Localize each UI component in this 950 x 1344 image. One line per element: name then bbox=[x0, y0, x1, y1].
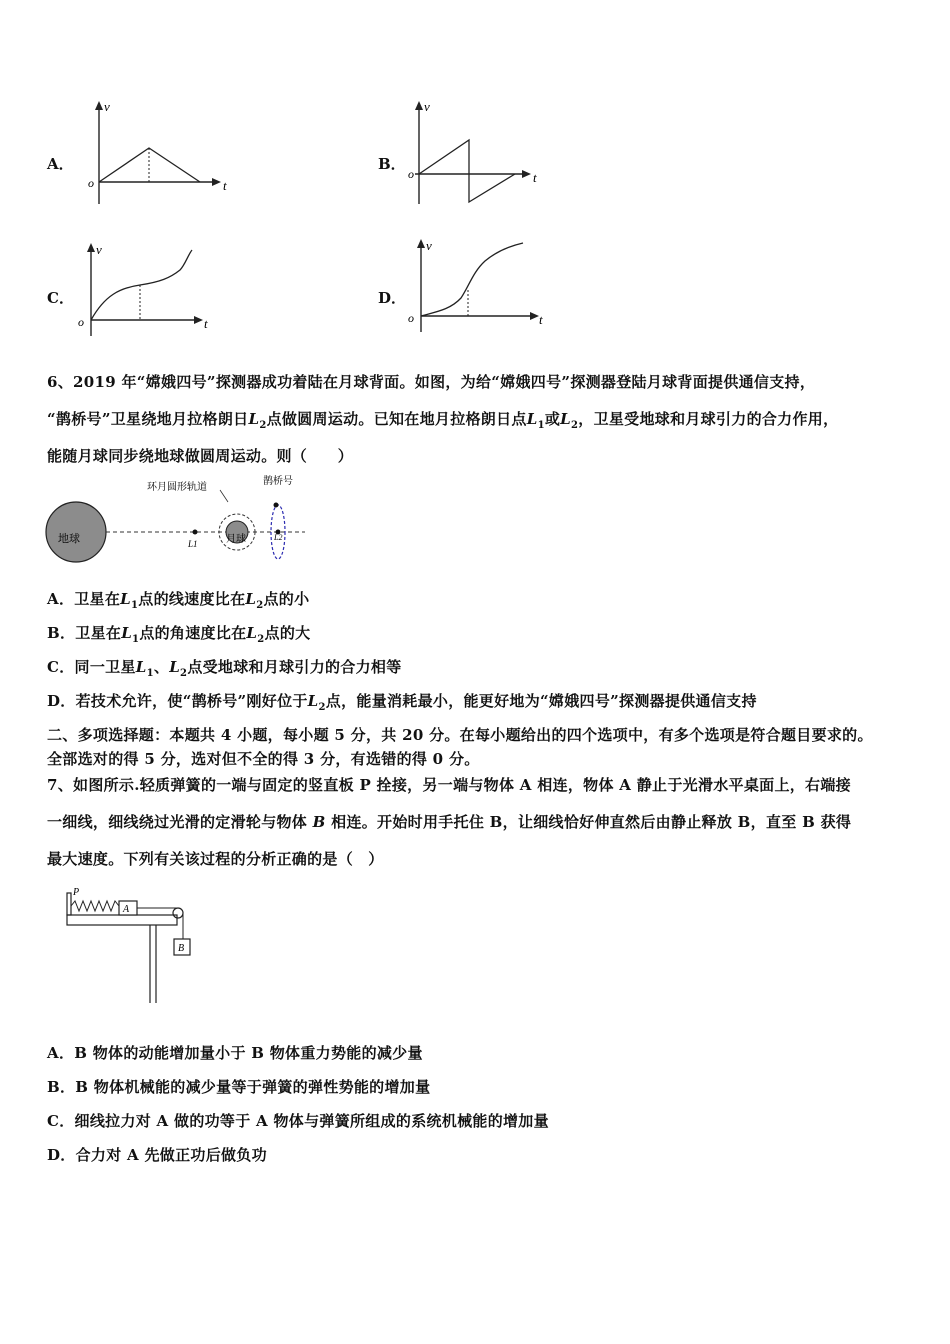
q6-option-d[interactable]: D．若技术允许，使“鹊桥号”刚好位于$L_2$点，能量消耗最小，能更好地为“嫦娥四号”探测器提供通信支持 bbox=[47, 692, 757, 713]
satellite-label: 鹊桥号 bbox=[263, 476, 293, 487]
label-p: P bbox=[73, 887, 80, 898]
q7-option-d[interactable]: D．合力对 A 先做正功后做负功 bbox=[47, 1146, 267, 1164]
graph-b bbox=[405, 98, 555, 208]
svg-text:o: o bbox=[408, 167, 414, 181]
q6-line2: “鹊桥号”卫星绕地月拉格朗日$L_2$点做圆周运动。已知在地月拉格朗日点$L_1$或$L_2$，卫星受地球和月球引力的合力作用， bbox=[47, 410, 839, 431]
svg-text:v: v bbox=[426, 238, 432, 253]
section2-line1: 二、多项选择题：本题共 4 小题，每小题 5 分，共 20 分。在每小题给出的四个选项中，有多个选项是符合题目要求的。 bbox=[47, 726, 873, 744]
plate-p bbox=[67, 893, 71, 915]
svg-text:o: o bbox=[408, 311, 414, 325]
label-b: B bbox=[178, 943, 185, 954]
q7-option-b[interactable]: B．B 物体机械能的减少量等于弹簧的弹性势能的增加量 bbox=[47, 1078, 431, 1096]
q6-figure bbox=[40, 472, 310, 567]
graph-a bbox=[85, 98, 235, 208]
orbit-label: 环月圆形轨道 bbox=[147, 482, 207, 493]
q7-option-a[interactable]: A．B 物体的动能增加量小于 B 物体重力势能的减少量 bbox=[47, 1044, 423, 1062]
option-d-label: D． bbox=[378, 289, 407, 307]
q7-line1: 7、如图所示.轻质弹簧的一端与固定的竖直板 P 拴接，另一端与物体 A 相连，物体 A 静止于光滑水平桌面上，右端接 bbox=[47, 776, 851, 794]
q7-figure bbox=[55, 885, 200, 1005]
svg-text:o: o bbox=[78, 315, 84, 329]
graph-a-axis-v: v bbox=[104, 99, 110, 114]
q7-line3: 最大速度。下列有关该过程的分析正确的是（ ） bbox=[47, 850, 384, 868]
svg-text:v: v bbox=[424, 99, 430, 114]
graph-a-axis-t: t bbox=[223, 178, 227, 193]
option-c-label: C． bbox=[47, 289, 74, 307]
label-a: A bbox=[123, 904, 130, 915]
q6-option-c[interactable]: C．同一卫星$L_1$、$L_2$点受地球和月球引力的合力相等 bbox=[47, 658, 402, 679]
q6-option-b[interactable]: B．卫星在$L_1$点的角速度比在$L_2$点的大 bbox=[47, 624, 311, 645]
q7-line2: 一细线，细线绕过光滑的定滑轮与物体 B 相连。开始时用手托住 B，让细线恰好伸直然后由静止释放 B，直至 B 获得 bbox=[47, 813, 852, 831]
q7-option-c[interactable]: C．细线拉力对 A 做的功等于 A 物体与弹簧所组成的系统机械能的增加量 bbox=[47, 1112, 549, 1130]
section2-line2: 全部选对的得 5 分，选对但不全的得 3 分，有选错的得 0 分。 bbox=[47, 750, 480, 768]
earth bbox=[46, 502, 106, 562]
svg-text:t: t bbox=[204, 316, 208, 331]
option-b-label: B． bbox=[378, 155, 406, 173]
graph-a-origin: o bbox=[88, 176, 94, 190]
pulley bbox=[173, 908, 183, 918]
l1-label: L1 bbox=[188, 539, 198, 549]
earth-label: 地球 bbox=[58, 533, 80, 545]
q6-line3: 能随月球同步绕地球做圆周运动。则（ ） bbox=[47, 447, 354, 465]
svg-text:t: t bbox=[533, 170, 537, 185]
satellite bbox=[274, 503, 279, 508]
svg-text:v: v bbox=[96, 242, 102, 257]
l1-point bbox=[193, 530, 198, 535]
q6-option-a[interactable]: A．卫星在$L_1$点的线速度比在$L_2$点的小 bbox=[47, 590, 310, 611]
moon-label: 月球 bbox=[226, 534, 246, 545]
q6-line1: 6、2019 年“嫦娥四号”探测器成功着陆在月球背面。如图，为给“嫦娥四号”探测器登陆月球背面提供通信支持， bbox=[47, 373, 816, 391]
l2-label: L2 bbox=[274, 533, 283, 542]
table bbox=[67, 915, 177, 925]
svg-text:t: t bbox=[539, 312, 543, 327]
option-a-label: A． bbox=[47, 155, 74, 173]
spring bbox=[71, 901, 119, 911]
graph-d bbox=[405, 236, 555, 336]
graph-c bbox=[75, 240, 225, 340]
